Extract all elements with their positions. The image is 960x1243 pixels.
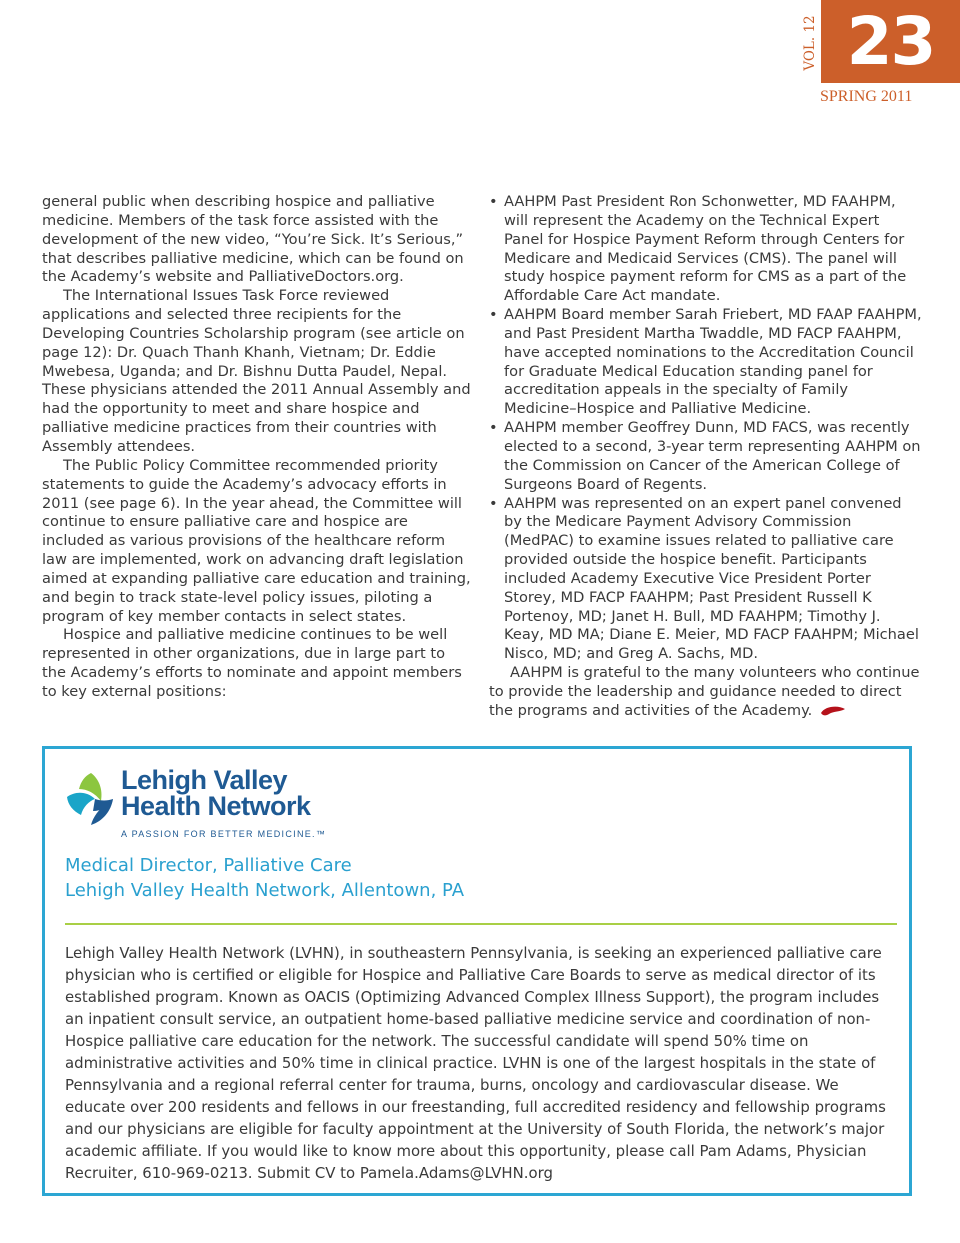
end-of-article-icon	[820, 705, 846, 717]
article-left-column	[42, 193, 472, 702]
bullet-icon: •	[489, 306, 498, 324]
closing-paragraph	[489, 664, 923, 721]
bullet-icon: •	[489, 494, 498, 512]
article-paragraph: Hospice and palliative medicine continues to be well represented in other organizations, due in large part to the Academy’s efforts to nominate and appoint members to key external positions:	[42, 626, 462, 700]
job-advertisement	[42, 746, 912, 1196]
logo-tagline: A PASSION FOR BETTER MEDICINE.™	[121, 829, 327, 839]
lvhn-logo	[65, 767, 335, 843]
page-number: 23	[821, 0, 960, 83]
list-item	[489, 419, 923, 494]
list-item	[489, 495, 923, 665]
logo-line-2: Health Network	[121, 791, 311, 821]
ad-body-text: Lehigh Valley Health Network (LVHN), in southeastern Pennsylvania, is seeking an experienced palliative care physician who is certified or eligible for Hospice and Palliative Care Boards to serve as medical director of its established program. Known as OACIS (Optimizing Advanced Complex Illness Support), the program includes an inpatient consult service, an outpatient home-based palliative medicine service and coordination of non-Hospice palliative care education for the network. The successful candidate will spend 50% time on administrative activities and 50% time in clinical practice. LVHN is one of the largest hospitals in the state of Pennsylvania and a regional referral center for trauma, burns, oncology and cardiovascular disease. We educate over 200 residents and fellows in our freestanding, full accredited residency and fellowship programs and our physicians are eligible for faculty appointment at the University of South Florida, the network’s major academic affiliate. If you would like to know more about this opportunity, please call Pam Adams, Physician Recruiter, 610-969-0213. Submit CV to Pamela.Adams@LVHN.org	[65, 944, 886, 1182]
closing-paragraph-text: AAHPM is grateful to the many volunteers who continue to provide the leadership and guidance needed to direct the programs and activities of the Academy.	[489, 664, 920, 719]
lvhn-logo-mark-icon	[65, 771, 117, 827]
divider	[65, 923, 897, 925]
bullet-icon: •	[489, 419, 498, 437]
list-item-text: AAHPM was represented on an expert panel convened by the Medicare Payment Advisory Commission (MedPAC) to examine issues related to palliative care provided outside the hospice benefit. Participants included Academy Executive Vice President Porter Storey, MD FACP FAAHPM; Past President Russell K Portenoy, MD; Janet H. Bull, MD FAAHPM; Timothy J. Keay, MD MA; Diane E. Meier, MD FACP FAAHPM; Michael Nisco, MD; and Greg A. Sachs, MD.	[504, 494, 919, 663]
article-paragraph: The Public Policy Committee recommended priority statements to guide the Academy’s advocacy efforts in 2011 (see page 6). In the year ahead, the Committee will continue to ensure palliative care and hospice are included as various provisions of the healthcare reform law are implemented, work on advancing draft legislation aimed at expanding palliative care education and training, and begin to track state-level policy issues, piloting a program of key member contacts in select states.	[42, 456, 471, 625]
job-title: Medical Director, Palliative Care	[65, 855, 352, 876]
article-paragraph: general public when describing hospice and palliative medicine. Members of the task force assisted with the development of the new video, “You’re Sick. It’s Serious,” that describes palliative medicine, which can be found on the Academy’s website and PalliativeDoctors.org.	[42, 193, 464, 286]
list-item-text: AAHPM Past President Ron Schonwetter, MD FAAHPM, will represent the Academy on the Technical Expert Panel for Hospice Payment Reform through Centers for Medicare and Medicaid Services (CMS). The panel will study hospice payment reform for CMS as a part of the Affordable Care Act mandate.	[504, 193, 907, 305]
issue-season: SPRING 2011	[820, 88, 913, 105]
list-item	[489, 193, 923, 306]
bullet-icon: •	[489, 193, 498, 210]
employer-location: Lehigh Valley Health Network, Allentown, PA	[65, 880, 465, 901]
volume-label: VOL. 12	[802, 15, 818, 71]
article-right-column	[489, 193, 923, 721]
list-item-text: AAHPM Board member Sarah Friebert, MD FAAP FAAHPM, and Past President Martha Twaddle, MD FACP FAAHPM, have accepted nominations to the Accreditation Council for Graduate Medical Education standing panel for accreditation appeals in the specialty of Family Medicine–Hospice and Palliative Medicine.	[504, 306, 922, 418]
list-item-text: AAHPM member Geoffrey Dunn, MD FACS, was recently elected to a second, 3-year term representing AAHPM on the Commission on Cancer of the American College of Surgeons Board of Regents.	[504, 419, 921, 493]
ad-title	[65, 853, 464, 903]
logo-line-1: Lehigh Valley	[121, 765, 288, 795]
logo-wordmark	[121, 767, 311, 819]
article-paragraph: The International Issues Task Force reviewed applications and selected three recipients for the Developing Countries Scholarship program (see article on page 12): Dr. Quach Thanh Khanh, Vietnam; Dr. Eddie Mwebesa, Uganda; and Dr. Bishnu Dutta Paudel, Nepal. These physicians attended the 2011 Annual Assembly and had the opportunity to meet and share hospice and palliative medicine practices from their countries with Assembly attendees.	[42, 287, 471, 455]
list-item	[489, 306, 923, 419]
appointments-list	[489, 193, 923, 664]
